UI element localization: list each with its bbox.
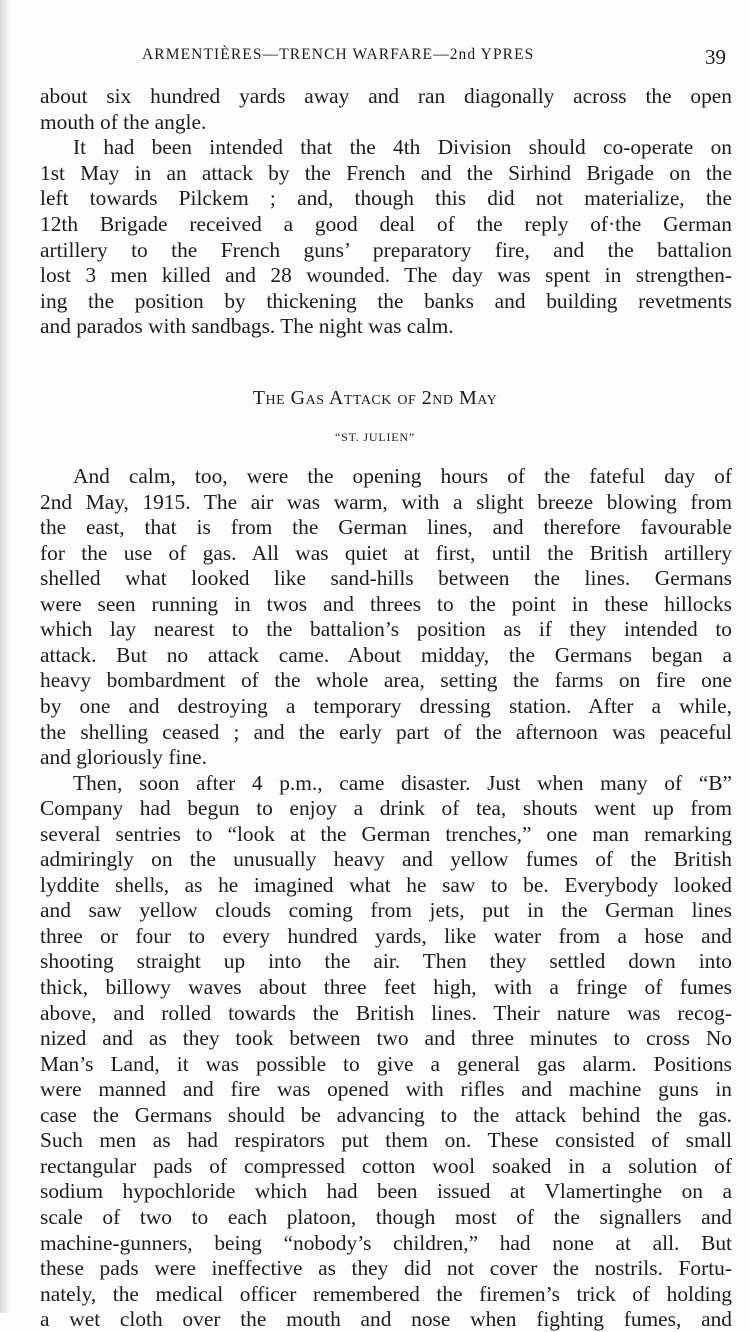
text-line: mouth of the angle. [40,109,207,134]
text-line: were seen running in twos and threes to the point in these hillocks [40,591,732,616]
text-line: 2nd May, 1915. The air was warm, with a slight breeze blowing from [40,489,732,514]
text-line: scale of two to each platoon, though most of the signallers and [40,1204,732,1229]
text-line: left towards Pilckem ; and, though this did not materialize, the [40,186,732,211]
text-line: by one and destroying a temporary dressing station. After a while, [40,693,732,718]
text-line: nately, the medical officer remembered the firemen’s trick of holding [40,1281,732,1306]
running-header: ARMENTIÈRES—TRENCH WARFARE—2nd YPRES [142,46,535,63]
text-line: admiringly on the unusually heavy and yellow fumes of the British [40,847,732,872]
text-line: 12th Brigade received a good deal of the reply of·the German [40,212,732,236]
text-line: for the use of gas. All was quiet at first, until the British artillery [40,540,732,565]
text-line: shooting straight up into the air. Then they settled down into [40,949,732,974]
text-line: attack. But no attack came. About midday, the Germans began a [40,642,732,667]
page-number: 39 [705,45,726,69]
text-line: nized and as they took between two and three minutes to cross No [40,1026,732,1051]
text-line: and gloriously fine. [40,745,207,770]
page-gutter-shadow [0,0,10,1313]
text-line: 1st May in an attack by the French and the Sirhind Brigade on the [40,160,732,185]
text-line: a wet cloth over the mouth and nose when fighting fumes, and [40,1307,732,1332]
text-line: Such men as had respirators put them on. These consisted of small [40,1128,732,1153]
text-line: these pads were ineffective as they did not cover the nostrils. Fortu- [40,1256,732,1281]
text-line: the east, that is from the German lines, and therefore favourable [40,515,732,540]
text-line: three or four to every hundred yards, like water from a hose and [40,923,732,948]
text-line: rectangular pads of compressed cotton wool soaked in a solution of [40,1153,732,1178]
text-line: several sentries to “look at the German trenches,” one man remarking [40,821,732,846]
text-line: Then, soon after 4 p.m., came disaster. Just when many of “B” [73,770,732,795]
text-line: and parados with sandbags. The night was calm. [40,314,454,339]
text-line: were manned and fire was opened with rifles and machine guns in [40,1077,732,1102]
text-line: above, and rolled towards the British lines. Their nature was recog- [40,1000,732,1025]
section-heading: The Gas Attack of 2nd May [252,387,498,409]
text-line: lost 3 men killed and 28 wounded. The day was spent in strengthen- [40,263,732,288]
text-line: lyddite shells, as he imagined what he saw to be. Everybody looked [40,872,732,897]
text-line: It had been intended that the 4th Division should co-operate on [73,135,732,160]
text-line: thick, billowy waves about three feet high, with a fringe of fumes [40,975,732,999]
text-line: ing the position by thickening the banks and building revetments [40,288,732,313]
text-line: and saw yellow clouds coming from jets, put in the German lines [40,898,732,923]
text-line: artillery to the French guns’ preparatory fire, and the battalion [40,237,732,262]
text-line: sodium hypochloride which had been issued at Vlamertinghe on a [40,1179,732,1204]
text-line: Man’s Land, it was possible to give a general gas alarm. Positions [40,1051,732,1076]
text-line: about six hundred yards away and ran diagonally across the open [40,84,732,108]
text-line: And calm, too, were the opening hours of the fateful day of [73,464,732,488]
text-line: heavy bombardment of the whole area, setting the farms on fire one [40,668,732,693]
text-line: machine-gunners, being “nobody’s children,” had none at all. But [40,1230,732,1255]
text-line: Company had begun to enjoy a drink of tea, shouts went up from [40,796,732,821]
text-line: shelled what looked like sand-hills between the lines. Germans [40,566,732,591]
text-line: case the Germans should be advancing to the attack behind the gas. [40,1102,732,1127]
section-subheading: “ST. JULIEN” [334,430,416,444]
text-line: the shelling ceased ; and the early part of the afternoon was peaceful [40,719,732,744]
text-line: which lay nearest to the battalion’s position as if they intended to [40,617,732,642]
